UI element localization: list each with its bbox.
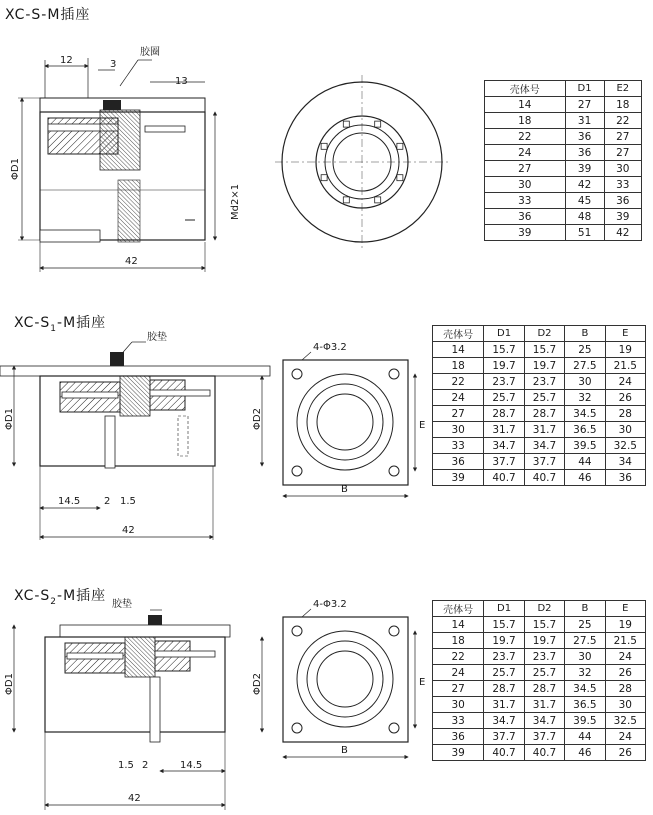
dim-b: B	[341, 484, 348, 495]
table-cell: 15.7	[484, 617, 524, 633]
table-cell: 31.7	[484, 697, 524, 713]
table-cell: 27.5	[565, 633, 605, 649]
table-cell: 33	[433, 438, 484, 454]
table-row	[485, 193, 642, 209]
table-header-cell: B	[565, 601, 605, 617]
dim-13: 13	[175, 76, 188, 87]
table-cell: 14	[485, 97, 566, 113]
table-cell: 31	[565, 113, 604, 129]
table-cell: 30	[433, 422, 484, 438]
section2-side-view	[0, 330, 275, 545]
table-cell: 44	[565, 454, 605, 470]
section1-side-view	[0, 40, 260, 280]
table-cell: 22	[433, 374, 484, 390]
dim-14-5: 14.5	[58, 496, 81, 507]
section1-title: XC-S-M插座	[5, 7, 91, 23]
dim-12: 12	[60, 55, 73, 66]
table-cell: 24	[485, 145, 566, 161]
table-cell: 24	[605, 729, 645, 745]
table-cell: 36.5	[565, 422, 605, 438]
table-cell: 36	[485, 209, 566, 225]
section3-title-suffix: -M插座	[57, 588, 107, 604]
table-cell: 46	[565, 470, 605, 486]
dim-42: 42	[128, 793, 141, 804]
table-cell: 36	[605, 470, 645, 486]
table-cell: 31.7	[484, 422, 524, 438]
table-row	[485, 161, 642, 177]
section3-side-view	[0, 595, 275, 815]
table-cell: 40.7	[524, 745, 564, 761]
table-cell: 23.7	[484, 374, 524, 390]
table-row	[433, 681, 646, 697]
dim-14-5: 14.5	[180, 760, 203, 771]
table-cell: 22	[485, 129, 566, 145]
table-cell: 42	[604, 225, 641, 241]
table-cell: 34.7	[484, 438, 524, 454]
table-cell: 27	[433, 681, 484, 697]
table-cell: 28.7	[524, 681, 564, 697]
table-cell: 24	[605, 649, 645, 665]
table-cell: 15.7	[524, 617, 564, 633]
dim-phi-d1: ΦD1	[4, 408, 15, 430]
section2-title-suffix: -M插座	[57, 315, 107, 331]
table-cell: 26	[605, 665, 645, 681]
table-cell: 51	[565, 225, 604, 241]
dim-phi-d1: ΦD1	[4, 673, 15, 695]
table-header-cell: E	[605, 326, 645, 342]
dim-holes: 4-Φ3.2	[313, 342, 347, 353]
dim-e: E	[419, 677, 426, 688]
ring-notch	[375, 121, 381, 127]
table-row	[433, 729, 646, 745]
table-header-cell: E	[605, 601, 645, 617]
table-cell: 39	[485, 225, 566, 241]
ring-notch	[375, 197, 381, 203]
table-cell: 24	[433, 390, 484, 406]
dim-holes: 4-Φ3.2	[313, 599, 347, 610]
table-row	[485, 145, 642, 161]
table-cell: 37.7	[524, 729, 564, 745]
table-row	[433, 422, 646, 438]
table-row	[485, 177, 642, 193]
table-cell: 33	[604, 177, 641, 193]
table-cell: 19.7	[484, 358, 524, 374]
ring-notch	[343, 197, 349, 203]
table-cell: 15.7	[524, 342, 564, 358]
section2-title-sub: 1	[50, 323, 58, 334]
table-cell: 30	[605, 422, 645, 438]
dim-e: E	[419, 420, 426, 431]
callout-gasket: 胶垫	[112, 599, 132, 610]
table-cell: 34	[605, 454, 645, 470]
table-cell: 22	[433, 649, 484, 665]
table-row	[433, 617, 646, 633]
table-cell: 27	[565, 97, 604, 113]
dim-42: 42	[125, 256, 138, 267]
table-cell: 19	[605, 617, 645, 633]
ring-notch	[343, 121, 349, 127]
ring-notch	[397, 175, 403, 181]
table-cell: 34.7	[484, 713, 524, 729]
table-row	[433, 406, 646, 422]
table-header-row	[433, 601, 646, 617]
table-cell: 46	[565, 745, 605, 761]
table-cell: 19	[605, 342, 645, 358]
table-row	[433, 454, 646, 470]
table-cell: 27	[433, 406, 484, 422]
table-cell: 14	[433, 617, 484, 633]
table-header-cell: D2	[524, 326, 564, 342]
table-cell: 21.5	[605, 633, 645, 649]
section3-front-view	[275, 595, 430, 770]
table-cell: 15.7	[484, 342, 524, 358]
ring-notch	[397, 143, 403, 149]
table-cell: 36.5	[565, 697, 605, 713]
table-header-cell: B	[565, 326, 605, 342]
table-cell: 32.5	[605, 713, 645, 729]
table-row	[485, 209, 642, 225]
section1-spec-table	[484, 80, 642, 241]
table-cell: 14	[433, 342, 484, 358]
dim-phi-d1: ΦD1	[10, 158, 21, 180]
table-cell: 30	[485, 177, 566, 193]
table-cell: 19.7	[484, 633, 524, 649]
table-row	[433, 665, 646, 681]
table-cell: 28	[605, 406, 645, 422]
table-cell: 37.7	[484, 729, 524, 745]
table-row	[433, 713, 646, 729]
table-header-row	[433, 326, 646, 342]
table-cell: 30	[565, 649, 605, 665]
table-header-cell: D1	[484, 601, 524, 617]
table-cell: 25.7	[484, 390, 524, 406]
table-row	[433, 649, 646, 665]
table-cell: 32.5	[605, 438, 645, 454]
dim-1-5: 1.5	[118, 760, 134, 771]
table-cell: 36	[565, 145, 604, 161]
dim-phi-d2: ΦD2	[252, 408, 263, 430]
table-row	[433, 470, 646, 486]
table-cell: 26	[605, 745, 645, 761]
table-cell: 34.7	[524, 713, 564, 729]
table-cell: 23.7	[524, 374, 564, 390]
dim-1-5: 1.5	[120, 496, 136, 507]
section3-title-sub: 2	[50, 596, 58, 607]
dim-b: B	[341, 745, 348, 756]
table-cell: 48	[565, 209, 604, 225]
table-cell: 24	[433, 665, 484, 681]
table-row	[485, 97, 642, 113]
table-cell: 36	[604, 193, 641, 209]
table-header-cell: 壳体号	[433, 601, 484, 617]
table-cell: 18	[604, 97, 641, 113]
ring-notch	[321, 143, 327, 149]
table-cell: 18	[433, 358, 484, 374]
table-row	[433, 342, 646, 358]
table-header-cell: D2	[524, 601, 564, 617]
table-cell: 40.7	[524, 470, 564, 486]
table-cell: 19.7	[524, 358, 564, 374]
table-cell: 34.5	[565, 406, 605, 422]
table-cell: 28.7	[484, 406, 524, 422]
table-row	[485, 113, 642, 129]
section3-spec-table	[432, 600, 646, 761]
table-cell: 39	[565, 161, 604, 177]
callout-gasket: 胶垫	[147, 332, 167, 343]
table-cell: 25.7	[524, 665, 564, 681]
table-cell: 30	[605, 697, 645, 713]
table-cell: 31.7	[524, 697, 564, 713]
table-header-cell: E2	[604, 81, 641, 97]
table-cell: 23.7	[524, 649, 564, 665]
table-cell: 39	[604, 209, 641, 225]
table-cell: 31.7	[524, 422, 564, 438]
table-cell: 39.5	[565, 713, 605, 729]
table-cell: 39	[433, 470, 484, 486]
table-row	[433, 374, 646, 390]
table-header-cell: 壳体号	[433, 326, 484, 342]
table-cell: 19.7	[524, 633, 564, 649]
table-row	[433, 390, 646, 406]
table-cell: 24	[605, 374, 645, 390]
table-row	[433, 633, 646, 649]
table-cell: 28.7	[484, 681, 524, 697]
dim-md2: Md2×1	[230, 183, 241, 220]
table-cell: 33	[485, 193, 566, 209]
table-cell: 32	[565, 665, 605, 681]
callout-seal-ring: 胶圈	[140, 47, 160, 58]
table-cell: 34.7	[524, 438, 564, 454]
table-cell: 40.7	[484, 745, 524, 761]
table-row	[433, 745, 646, 761]
table-cell: 34.5	[565, 681, 605, 697]
section3-title-prefix: XC-S	[14, 588, 51, 604]
dim-3: 3	[110, 59, 117, 70]
table-cell: 21.5	[605, 358, 645, 374]
table-cell: 42	[565, 177, 604, 193]
section2-title-prefix: XC-S	[14, 315, 51, 331]
table-cell: 37.7	[524, 454, 564, 470]
table-cell: 28.7	[524, 406, 564, 422]
table-row	[485, 129, 642, 145]
table-header-cell: D1	[565, 81, 604, 97]
table-cell: 36	[433, 454, 484, 470]
table-cell: 25.7	[484, 665, 524, 681]
dim-phi-d2: ΦD2	[252, 673, 263, 695]
table-cell: 26	[605, 390, 645, 406]
table-cell: 25	[565, 617, 605, 633]
table-row	[433, 438, 646, 454]
table-cell: 36	[433, 729, 484, 745]
table-row	[485, 225, 642, 241]
table-cell: 25	[565, 342, 605, 358]
dim-42: 42	[122, 525, 135, 536]
table-cell: 39.5	[565, 438, 605, 454]
table-cell: 25.7	[524, 390, 564, 406]
table-cell: 40.7	[484, 470, 524, 486]
table-cell: 27	[604, 145, 641, 161]
table-cell: 32	[565, 390, 605, 406]
table-cell: 30	[433, 697, 484, 713]
table-cell: 30	[604, 161, 641, 177]
dim-2: 2	[142, 760, 149, 771]
table-cell: 18	[485, 113, 566, 129]
table-cell: 18	[433, 633, 484, 649]
table-cell: 36	[565, 129, 604, 145]
table-cell: 28	[605, 681, 645, 697]
section1-front-view	[275, 75, 450, 250]
table-header-cell: D1	[484, 326, 524, 342]
table-cell: 30	[565, 374, 605, 390]
table-cell: 23.7	[484, 649, 524, 665]
table-header-row	[485, 81, 642, 97]
table-cell: 33	[433, 713, 484, 729]
table-header-cell: 壳体号	[485, 81, 566, 97]
table-cell: 37.7	[484, 454, 524, 470]
table-cell: 44	[565, 729, 605, 745]
table-cell: 27.5	[565, 358, 605, 374]
dim-2: 2	[104, 496, 111, 507]
ring-notch	[321, 175, 327, 181]
table-row	[433, 358, 646, 374]
section2-front-view	[275, 338, 430, 503]
section2-spec-table	[432, 325, 646, 486]
table-row	[433, 697, 646, 713]
table-cell: 27	[604, 129, 641, 145]
table-cell: 27	[485, 161, 566, 177]
table-cell: 39	[433, 745, 484, 761]
table-cell: 22	[604, 113, 641, 129]
table-cell: 45	[565, 193, 604, 209]
